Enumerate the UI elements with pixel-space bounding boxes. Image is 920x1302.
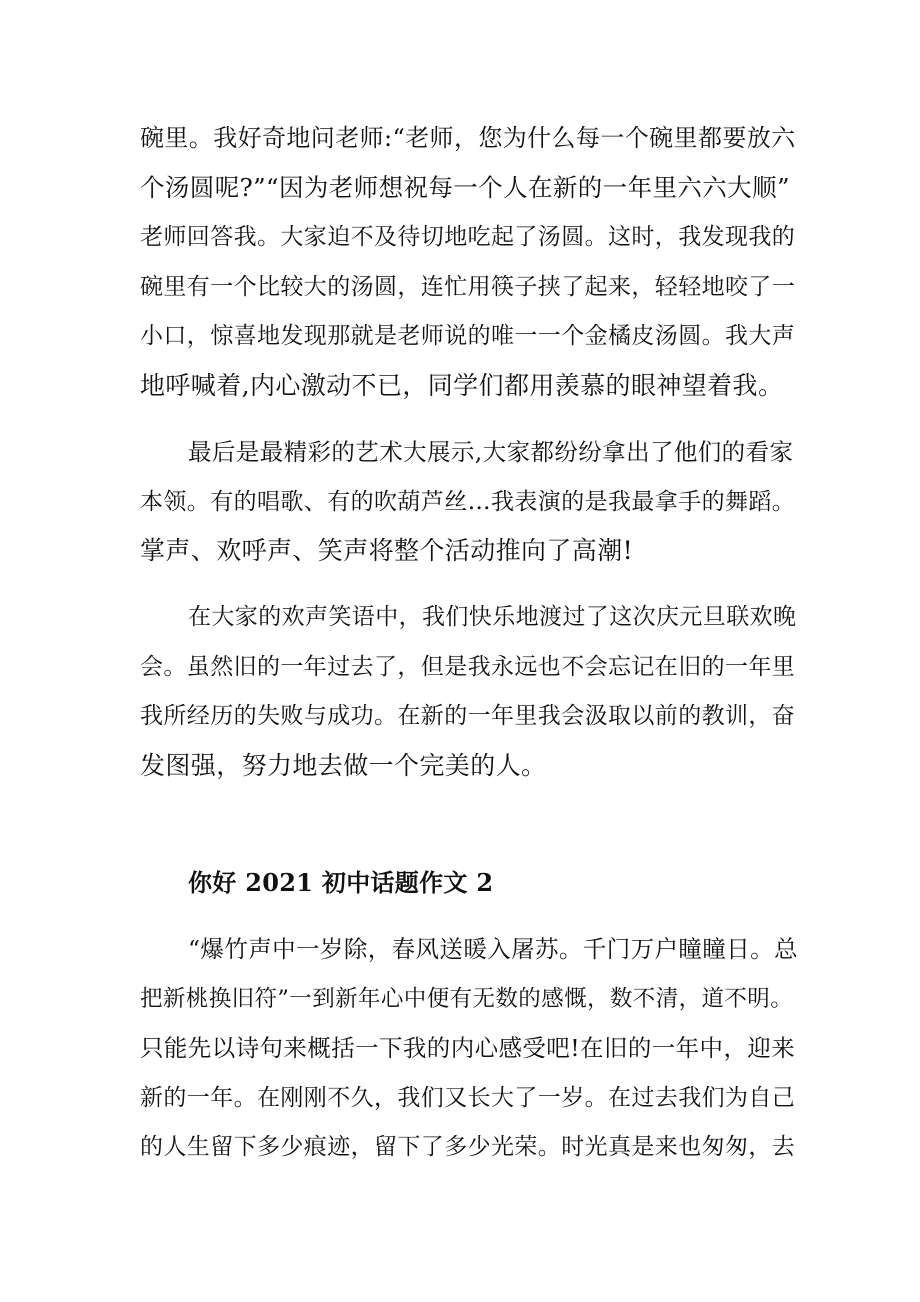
paragraph-1-line-6: 地呼喊着,内心激动不已，同学们都用羡慕的眼神望着我。	[140, 371, 784, 400]
paragraph-3-line-2: 会。虽然旧的一年过去了，但是我永远也不会忘记在旧的一年里	[140, 654, 796, 680]
paragraph-1-line-4: 碗里有一个比较大的汤圆，连忙用筷子挟了起来，轻轻地咬了一	[140, 274, 796, 300]
paragraph-4-line-4: 新的一年。在刚刚不久，我们又长大了一岁。在过去我们为自己	[140, 1085, 796, 1111]
paragraph-3-line-3: 我所经历的失败与成功。在新的一年里我会汲取以前的教训，奋	[140, 703, 796, 729]
paragraph-4-line-2: 把新桃换旧符”一到新年心中便有无数的感慨，数不清，道不明。	[140, 986, 794, 1012]
paragraph-3-line-4: 发图强，努力地去做一个完美的人。	[140, 751, 547, 780]
paragraph-2-line-3: 掌声、欢呼声、笑声将整个活动推向了高潮!	[140, 536, 634, 565]
section-heading: 你好 2021 初中话题作文 2	[188, 868, 494, 897]
paragraph-4-line-5: 的人生留下多少痕迹，留下了多少光荣。时光真是来也匆匆，去	[140, 1134, 796, 1160]
paragraph-1-line-2: 个汤圆呢?”“因为老师想祝每一个人在新的一年里六六大顺”	[140, 173, 790, 202]
paragraph-3-line-1: 在大家的欢声笑语中，我们快乐地渡过了这次庆元旦联欢晚	[188, 604, 797, 630]
paragraph-4-line-3: 只能先以诗句来概括一下我的内心感受吧!在旧的一年中，迎来	[140, 1034, 796, 1062]
paragraph-4-line-1: “爆竹声中一岁除，春风送暖入屠苏。千门万户瞳瞳日。总	[188, 935, 798, 963]
paragraph-1-line-1: 碗里。我好奇地问老师:“老师，您为什么每一个碗里都要放六	[140, 124, 796, 152]
paragraph-1-line-5: 小口，惊喜地发现那就是老师说的唯一一个金橘皮汤圆。我大声	[140, 323, 796, 349]
paragraph-2-line-1: 最后是最精彩的艺术大展示,大家都纷纷拿出了他们的看家	[188, 438, 794, 466]
paragraph-2-line-2: 本领。有的唱歌、有的吹葫芦丝…我表演的是我最拿手的舞蹈。	[140, 489, 796, 515]
paragraph-1-line-3: 老师回答我。大家迫不及待切地吃起了汤圆。这时，我发现我的	[140, 224, 796, 250]
